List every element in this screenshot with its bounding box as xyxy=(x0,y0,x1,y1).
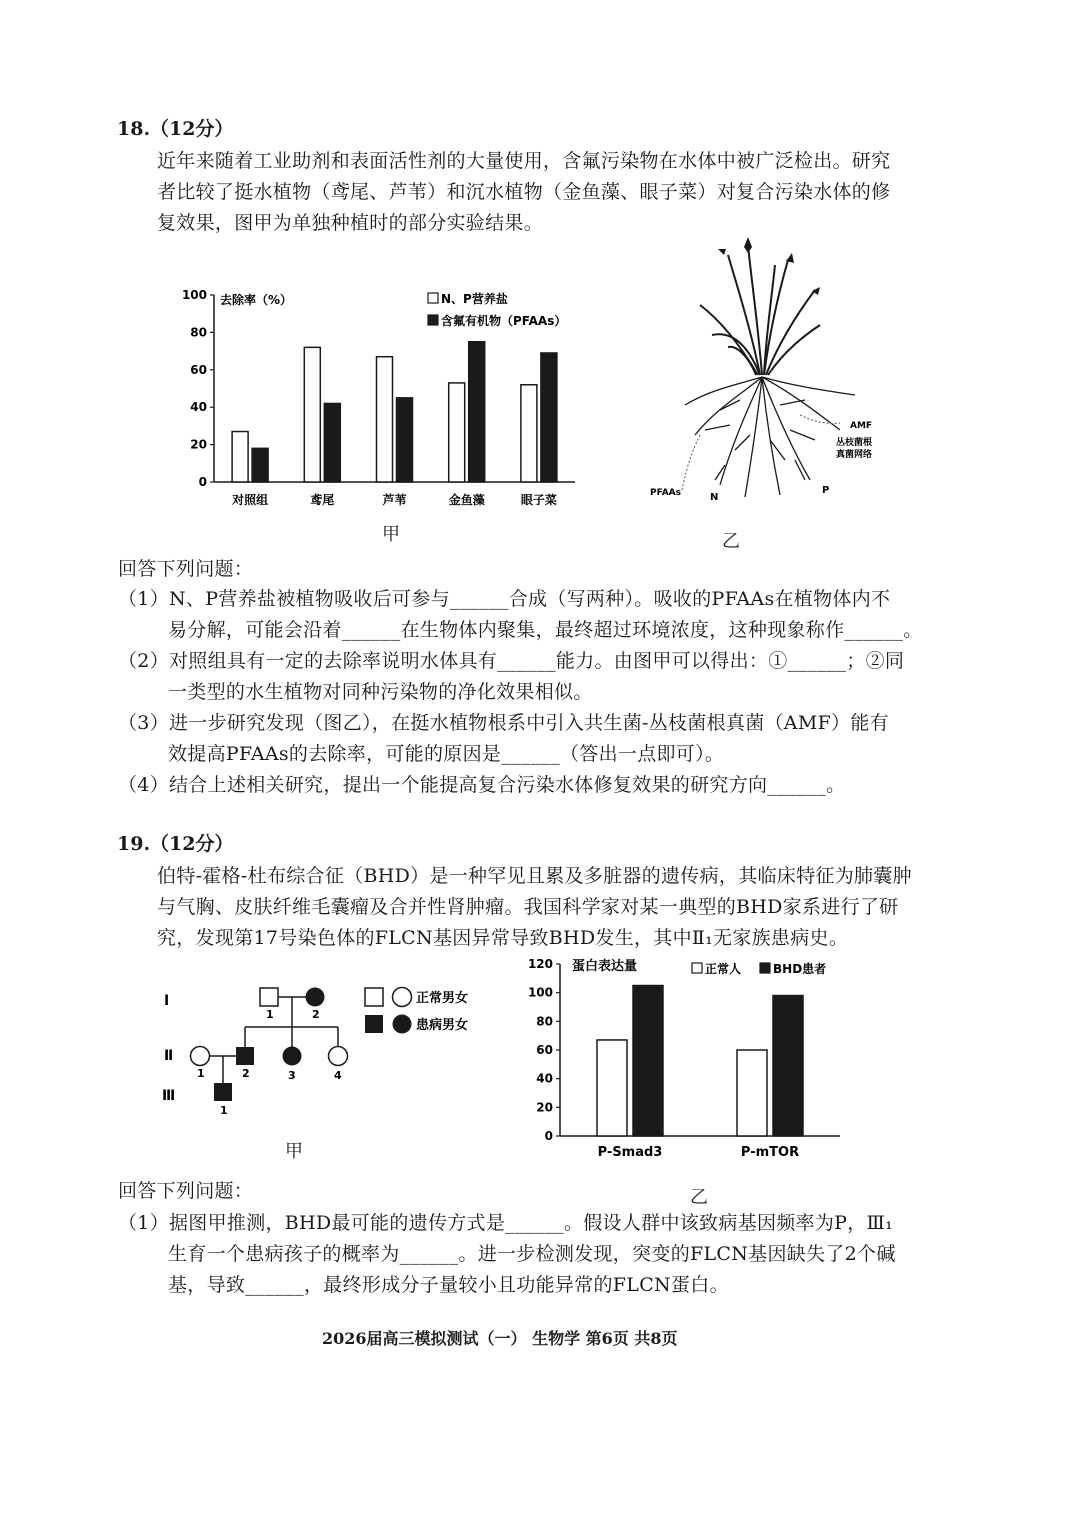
q19-figure-label-jia: 甲 xyxy=(285,1141,303,1162)
q18-question-line-1: （1）N、P营养盐被植物吸收后可参与______合成（写两种）。吸收的PFAAs在植物体内不 xyxy=(118,588,891,610)
legend-label-2: 含氟有机物（PFAAs） xyxy=(441,314,567,328)
legend-swatch-2 xyxy=(428,315,438,325)
q18-question-line-3: （2）对照组具有一定的去除率说明水体具有______能力。由图甲可以得出：①______；②同 xyxy=(118,650,905,672)
label-p: P xyxy=(822,485,830,496)
y-tick-label: 40 xyxy=(536,1071,553,1086)
bar-series2-对照组 xyxy=(252,448,268,482)
q18-figure-label-yi: 乙 xyxy=(722,531,740,552)
q18-question-line-4: 一类型的水生植物对同种污染物的净化效果相似。 xyxy=(168,681,593,703)
legend-affected-female xyxy=(393,1015,412,1034)
q18-question-line-6: 效提高PFAAs的去除率，可能的原因是______（答出一点即可）。 xyxy=(168,743,725,765)
x-category-label: 芦苇 xyxy=(382,493,407,507)
pedigree-III-1-male-affected xyxy=(214,1083,232,1101)
q19-question-line-2: 生育一个患病孩子的概率为______。进一步检测发现，突变的FLCN基因缺失了2个碱 xyxy=(168,1243,896,1265)
label-network-2: 真菌网络 xyxy=(836,450,873,460)
chart2-root xyxy=(528,957,840,1160)
y-tick-label: 60 xyxy=(190,362,207,377)
q19-intro-line-1: 伯特-霍格-杜布综合征（BHD）是一种罕见且累及多脏器的遗传病，其临床特征为肺囊肿 xyxy=(157,865,912,887)
q19-intro-line-3: 究，发现第17号染色体的FLCN基因异常导致BHD发生，其中Ⅱ₁无家族患病史。 xyxy=(157,927,849,949)
x-category-label: 对照组 xyxy=(232,493,269,507)
bar-series1-鸢尾 xyxy=(304,347,320,482)
q19-question-line-1: （1）据图甲推测，BHD最可能的遗传方式是______。假设人群中该致病基因频率为P，Ⅲ₁ xyxy=(118,1212,894,1234)
legend-swatch-1 xyxy=(692,963,702,973)
bar-series1-P-mTOR xyxy=(737,1050,767,1136)
num-I-1: 1 xyxy=(266,1008,274,1021)
q18-figure-label-jia: 甲 xyxy=(382,524,400,545)
bar-series1-芦苇 xyxy=(377,357,393,482)
x-category-label: 金鱼藻 xyxy=(448,493,485,507)
bar-series2-芦苇 xyxy=(397,398,413,482)
y-axis-label: 蛋白表达量 xyxy=(572,959,638,974)
bar-series1-对照组 xyxy=(232,432,248,482)
legend-swatch-1 xyxy=(428,293,438,303)
pedigree-II-1-female-normal xyxy=(191,1047,210,1066)
q19-question-line-3: 基，导致______，最终形成分子量较小且功能异常的FLCN蛋白。 xyxy=(168,1274,729,1296)
y-tick-label: 80 xyxy=(536,1014,553,1029)
label-network-1: 丛枝菌根 xyxy=(836,438,873,448)
label-pfaas: PFAAs xyxy=(650,488,681,498)
gen-label-2: Ⅱ xyxy=(164,1048,174,1064)
q18-removal-rate-chart xyxy=(170,280,590,530)
gen-label-3: Ⅲ xyxy=(162,1088,176,1104)
legend-affected-male xyxy=(365,1015,383,1033)
q18-question-line-7: （4）结合上述相关研究，提出一个能提高复合污染水体修复效果的研究方向______。 xyxy=(118,774,846,796)
y-tick-label: 100 xyxy=(527,985,553,1000)
chart1-root xyxy=(182,288,575,507)
y-tick-label: 0 xyxy=(544,1129,553,1143)
plant-flowers xyxy=(718,237,820,295)
bar-series2-P-Smad3 xyxy=(633,986,663,1137)
y-axis-label: 去除率（%） xyxy=(220,293,293,307)
label-n: N xyxy=(710,492,719,503)
num-II-4: 4 xyxy=(334,1069,342,1082)
x-category-label: 眼子菜 xyxy=(520,493,557,507)
legend-affected-label: 患病男女 xyxy=(416,1018,469,1033)
pedigree-II-2-male-affected xyxy=(236,1047,254,1065)
q19-answer-prompt: 回答下列问题： xyxy=(118,1180,254,1202)
legend-label-2: BHD患者 xyxy=(773,962,827,976)
num-II-2: 2 xyxy=(242,1067,250,1080)
legend-label-1: N、P营养盐 xyxy=(441,292,508,306)
q19-figure-label-yi: 乙 xyxy=(690,1187,708,1208)
y-tick-label: 20 xyxy=(190,437,207,452)
pedigree-I-2-female-affected xyxy=(306,988,325,1007)
legend-normal-male xyxy=(365,988,383,1006)
y-tick-label: 60 xyxy=(536,1043,553,1057)
x-category-label: P-mTOR xyxy=(740,1145,800,1160)
num-III-1: 1 xyxy=(220,1104,228,1117)
q19-protein-expression-chart xyxy=(520,950,860,1175)
pedigree-generation-labels xyxy=(162,993,175,1104)
gen-label-1: Ⅰ xyxy=(164,993,170,1009)
num-I-2: 2 xyxy=(312,1008,320,1021)
q18-number: 18.（12分） xyxy=(117,118,234,140)
amf-hyphae xyxy=(682,415,840,490)
legend-normal-label: 正常男女 xyxy=(416,991,469,1006)
q18-intro-line-2: 者比较了挺水植物（鸢尾、芦苇）和沉水植物（金鱼藻、眼子菜）对复合污染水体的修 xyxy=(157,181,891,203)
q18-answer-prompt: 回答下列问题： xyxy=(118,558,254,580)
q18-question-line-5: （3）进一步研究发现（图乙），在挺水植物根系中引入共生菌-丛枝菌根真菌（AMF）能有 xyxy=(118,712,889,734)
q18-question-line-2: 易分解，可能会沿着______在生物体内聚集，最终超过环境浓度，这种现象称作______。 xyxy=(168,619,923,641)
num-II-1: 1 xyxy=(197,1067,205,1080)
num-II-3: 3 xyxy=(288,1069,296,1082)
bar-series1-金鱼藻 xyxy=(449,383,465,482)
pedigree-II-4-female-normal xyxy=(329,1047,348,1066)
q19-pedigree-chart xyxy=(150,975,510,1125)
q19-number: 19.（12分） xyxy=(117,833,234,855)
y-tick-label: 80 xyxy=(190,325,207,340)
pedigree-I-1-male-normal xyxy=(260,988,278,1006)
bar-series1-P-Smad3 xyxy=(597,1040,627,1136)
legend-label-1: 正常人 xyxy=(705,962,742,976)
y-tick-label: 20 xyxy=(536,1100,553,1115)
y-tick-label: 100 xyxy=(181,288,207,302)
y-tick-label: 120 xyxy=(527,957,553,971)
y-tick-label: 40 xyxy=(190,400,207,415)
plant-leaves xyxy=(700,245,820,375)
page-footer: 2026届高三模拟测试（一） 生物学 第6页 共8页 xyxy=(322,1329,678,1348)
legend-swatch-2 xyxy=(760,963,770,973)
q19-intro-line-2: 与气胸、皮肤纤维毛囊瘤及合并性肾肿瘤。我国科学家对某一典型的BHD家系进行了研 xyxy=(157,896,899,918)
q18-plant-root-illustration xyxy=(640,235,890,520)
pedigree-II-3-female-affected xyxy=(283,1047,302,1066)
bar-series2-鸢尾 xyxy=(324,403,340,482)
q18-intro-line-1: 近年来随着工业助剂和表面活性剂的大量使用，含氟污染物在水体中被广泛检出。研究 xyxy=(157,150,891,172)
legend-normal-female xyxy=(393,988,412,1007)
plant-roots xyxy=(685,377,855,497)
bar-series2-金鱼藻 xyxy=(469,342,485,482)
q18-intro-line-3: 复效果，图甲为单独种植时的部分实验结果。 xyxy=(157,212,544,234)
bar-series2-眼子菜 xyxy=(541,353,557,482)
label-amf: AMF xyxy=(850,421,873,431)
bar-series2-P-mTOR xyxy=(773,996,803,1136)
x-category-label: P-Smad3 xyxy=(597,1145,663,1160)
bar-series1-眼子菜 xyxy=(521,385,537,482)
y-tick-label: 0 xyxy=(198,475,207,489)
x-category-label: 鸢尾 xyxy=(310,493,335,507)
